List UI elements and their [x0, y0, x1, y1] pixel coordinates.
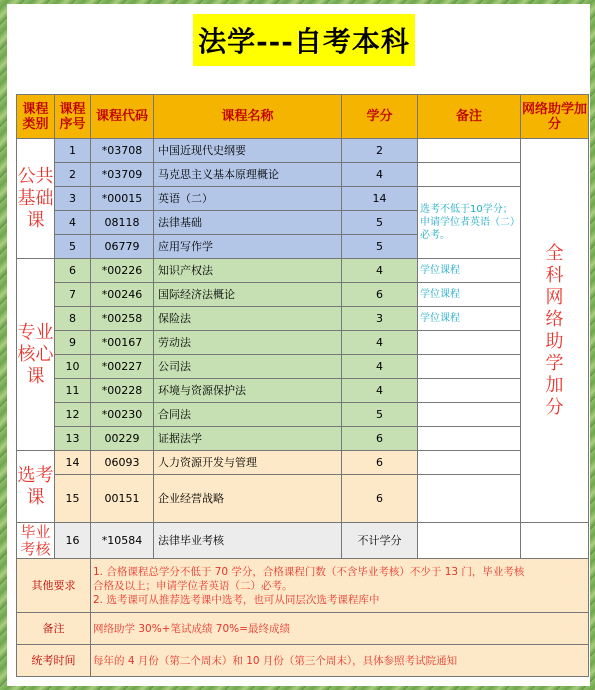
course-code: *00167 [91, 331, 154, 355]
course-seq: 14 [55, 451, 91, 475]
table-row [17, 283, 589, 307]
course-name: 劳动法 [154, 331, 342, 355]
degree-note: 学位课程 [418, 307, 521, 331]
table-row [17, 427, 589, 451]
course-credit: 3 [342, 307, 418, 331]
table-row [17, 475, 589, 523]
table-row [17, 451, 589, 475]
course-seq: 15 [55, 475, 91, 523]
course-seq: 1 [55, 139, 91, 163]
course-name: 应用写作学 [154, 235, 342, 259]
course-note [418, 403, 521, 427]
remark-text: 网络助学 30%+笔试成绩 70%=最终成绩 [91, 613, 589, 645]
course-seq: 7 [55, 283, 91, 307]
course-seq: 16 [55, 523, 91, 559]
header-code: 课程代码 [91, 95, 154, 139]
course-name: 法律毕业考核 [154, 523, 342, 559]
category-graduation: 毕业考核 [17, 523, 55, 559]
course-code: *03708 [91, 139, 154, 163]
course-seq: 9 [55, 331, 91, 355]
header-credit: 学分 [342, 95, 418, 139]
course-note [418, 139, 521, 163]
course-credit: 4 [342, 379, 418, 403]
category-core: 专业核心课 [17, 259, 55, 451]
course-code: 00229 [91, 427, 154, 451]
course-code: *00228 [91, 379, 154, 403]
course-name: 证据法学 [154, 427, 342, 451]
page-title: 法学---自考本科 [193, 14, 415, 66]
course-seq: 12 [55, 403, 91, 427]
course-credit: 不计学分 [342, 523, 418, 559]
course-credit: 6 [342, 451, 418, 475]
course-note [418, 331, 521, 355]
course-code: 08118 [91, 211, 154, 235]
table-row [17, 187, 589, 211]
exam-time-row [17, 645, 589, 677]
table-row [17, 163, 589, 187]
table-row [17, 331, 589, 355]
course-seq: 13 [55, 427, 91, 451]
course-note [418, 451, 521, 475]
header-seq: 课程序号 [55, 95, 91, 139]
course-name: 公司法 [154, 355, 342, 379]
course-credit: 6 [342, 475, 418, 523]
header-note: 备注 [418, 95, 521, 139]
degree-note: 学位课程 [418, 259, 521, 283]
requirement-line: 合格及以上；申请学位者英语（二）必考。 [93, 579, 293, 592]
document-sheet [7, 4, 590, 686]
course-name: 法律基础 [154, 211, 342, 235]
course-seq: 10 [55, 355, 91, 379]
course-note [418, 427, 521, 451]
table-row [17, 523, 589, 559]
course-seq: 2 [55, 163, 91, 187]
requirement-line: 2. 选考课可从推荐选考课中选考，也可从同层次选考课程库中 [93, 593, 380, 606]
course-code: *00230 [91, 403, 154, 427]
course-seq: 5 [55, 235, 91, 259]
course-code: *00246 [91, 283, 154, 307]
header-name: 课程名称 [154, 95, 342, 139]
header-online: 网络助学加分 [521, 95, 589, 139]
header-category: 课程类别 [17, 95, 55, 139]
remark-label: 备注 [17, 613, 91, 645]
requirement-line: 1. 合格课程总学分不低于 70 学分，合格课程门数（不含毕业考核）不少于 13 门，毕业考核 [93, 565, 525, 578]
course-code: *00227 [91, 355, 154, 379]
table-row [17, 307, 589, 331]
course-code: *00258 [91, 307, 154, 331]
remark-row [17, 613, 589, 645]
course-name: 合同法 [154, 403, 342, 427]
course-credit: 14 [342, 187, 418, 211]
course-code: *00015 [91, 187, 154, 211]
table-row [17, 355, 589, 379]
course-table [16, 94, 589, 677]
course-seq: 11 [55, 379, 91, 403]
course-seq: 8 [55, 307, 91, 331]
course-note [418, 475, 521, 523]
requirements-text [91, 559, 589, 613]
course-name: 保险法 [154, 307, 342, 331]
online-bonus [521, 139, 589, 523]
table-row [17, 259, 589, 283]
table-row [17, 139, 589, 163]
online-empty [521, 523, 589, 559]
course-credit: 4 [342, 331, 418, 355]
course-name: 知识产权法 [154, 259, 342, 283]
course-name: 环境与资源保护法 [154, 379, 342, 403]
requirements-label: 其他要求 [17, 559, 91, 613]
category-elective: 选考课 [17, 451, 55, 523]
course-credit: 5 [342, 235, 418, 259]
degree-note: 学位课程 [418, 283, 521, 307]
course-seq: 6 [55, 259, 91, 283]
course-name: 马克思主义基本原理概论 [154, 163, 342, 187]
course-code: 06779 [91, 235, 154, 259]
course-credit: 4 [342, 259, 418, 283]
course-name: 中国近现代史纲要 [154, 139, 342, 163]
course-credit: 5 [342, 403, 418, 427]
course-note [418, 379, 521, 403]
table-row [17, 379, 589, 403]
course-code: *10584 [91, 523, 154, 559]
table-row [17, 403, 589, 427]
course-code: 06093 [91, 451, 154, 475]
exam-time-label: 统考时间 [17, 645, 91, 677]
course-code: *00226 [91, 259, 154, 283]
requirements-row [17, 559, 589, 613]
online-bonus-text: 全科网络助学加分 [545, 242, 564, 418]
course-name: 英语（二） [154, 187, 342, 211]
course-credit: 6 [342, 427, 418, 451]
header-row [17, 95, 589, 139]
course-note [418, 523, 521, 559]
course-code: 00151 [91, 475, 154, 523]
course-credit: 4 [342, 163, 418, 187]
exam-time-text: 每年的 4 月份（第二个周末）和 10 月份（第三个周末），具体参照考试院通知 [91, 645, 589, 677]
course-name: 国际经济法概论 [154, 283, 342, 307]
course-credit: 4 [342, 355, 418, 379]
course-seq: 4 [55, 211, 91, 235]
course-note [418, 163, 521, 187]
course-credit: 5 [342, 211, 418, 235]
course-credit: 2 [342, 139, 418, 163]
course-seq: 3 [55, 187, 91, 211]
course-name: 企业经营战略 [154, 475, 342, 523]
course-name: 人力资源开发与管理 [154, 451, 342, 475]
course-code: *03709 [91, 163, 154, 187]
english-note: 选考不低于10学分；申请学位者英语（二）必考。 [418, 187, 521, 259]
course-note [418, 355, 521, 379]
course-credit: 6 [342, 283, 418, 307]
category-public: 公共基础课 [17, 139, 55, 259]
